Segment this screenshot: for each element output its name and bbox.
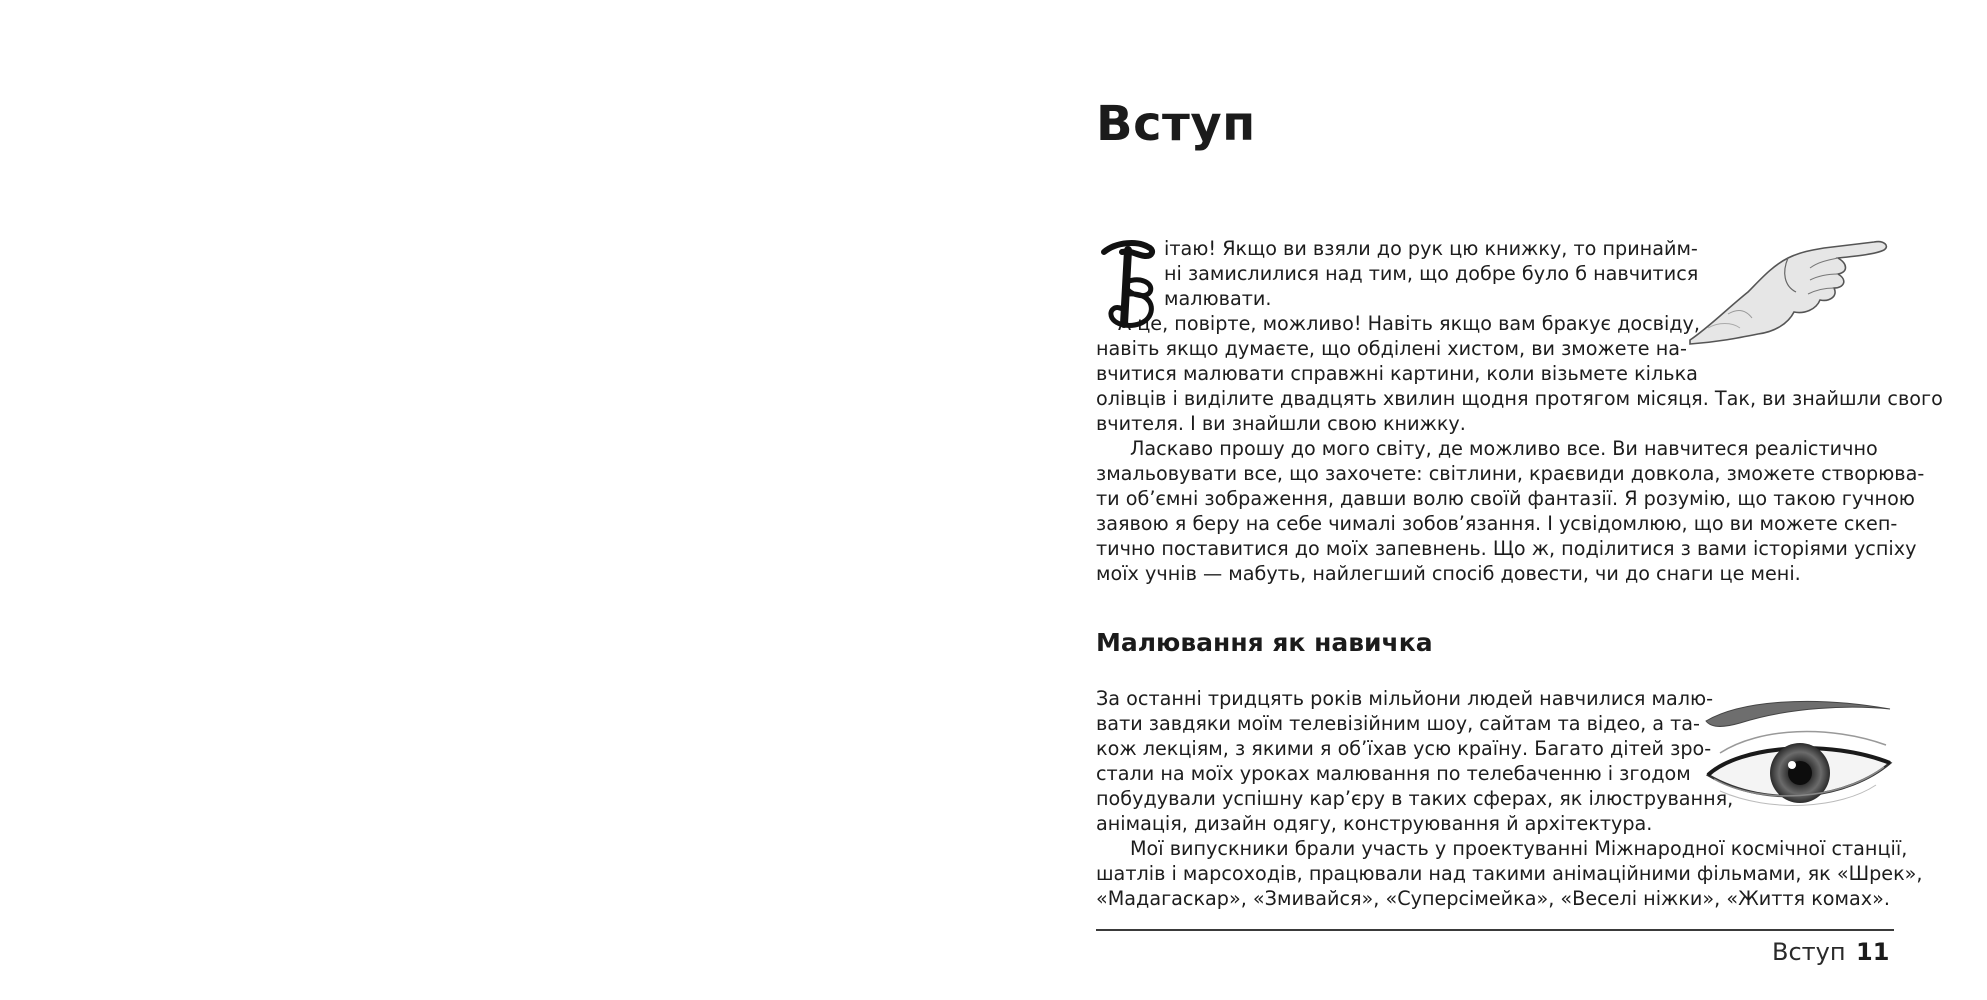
section-line: побудували успішну кар’єру в таких сферах, як ілюстрування,	[1096, 787, 1734, 810]
section-line: стали на моїх уроках малювання по телебаченню і згодом	[1096, 762, 1691, 785]
eye-illustration	[1700, 693, 1896, 821]
pointing-hand-illustration	[1688, 228, 1892, 346]
section-line: кож лекціям, з якими я об’їхав усю країну. Багато дітей зро-	[1096, 737, 1712, 760]
dropcap-letter	[1098, 238, 1158, 328]
intro-line: навіть якщо думаєте, що обділені хистом, ви зможете на-	[1096, 337, 1687, 360]
section-line: шатлів і марсоходів, працювали над такими анімаційними фільмами, як «Шрек»,	[1096, 862, 1923, 885]
intro-line: Ласкаво прошу до мого світу, де можливо все. Ви навчитеся реалістично	[1130, 437, 1878, 460]
section-line: анімація, дизайн одягу, конструювання й архітектура.	[1096, 812, 1653, 835]
intro-line: заявою я беру на себе чималі зобов’язання. І усвідомлюю, що ви можете скеп-	[1096, 512, 1898, 535]
page-number: 11	[1856, 938, 1890, 966]
intro-line: моїх учнів — мабуть, найлегший спосіб довести, чи до снаги це мені.	[1096, 562, 1801, 585]
running-footer-title: Вступ	[1772, 938, 1846, 966]
section-line: вати завдяки моїм телевізійним шоу, сайтам та відео, а та-	[1096, 712, 1700, 735]
intro-line: тично поставитися до моїх запевнень. Що ж, поділитися з вами історіями успіху	[1096, 537, 1917, 560]
section-line: За останні тридцять років мільйони людей навчилися малю-	[1096, 687, 1714, 710]
intro-line: А це, повірте, можливо! Навіть якщо вам бракує досвіду,	[1118, 312, 1700, 335]
intro-line: ні замислилися над тим, що добре було б навчитися	[1164, 262, 1699, 285]
footer-divider	[1096, 929, 1894, 931]
intro-line: вчителя. І ви знайшли свою книжку.	[1096, 412, 1466, 435]
intro-line: ти об’ємні зображення, давши волю своїй фантазії. Я розумію, що такою гучною	[1096, 487, 1915, 510]
intro-line: вчитися малювати справжні картини, коли візьмете кілька	[1096, 362, 1698, 385]
intro-line: малювати.	[1164, 287, 1272, 310]
section-line: «Мадагаскар», «Змивайся», «Суперсімейка», «Веселі ніжки», «Життя комах».	[1096, 887, 1890, 910]
section-heading: Малювання як навичка	[1096, 628, 1433, 657]
section-line: Мої випускники брали участь у проектуванні Міжнародної космічної станції,	[1130, 837, 1908, 860]
intro-line: олівців і виділите двадцять хвилин щодня протягом місяця. Так, ви знайшли свого	[1096, 387, 1943, 410]
intro-line: змальовувати все, що захочете: світлини, краєвиди довкола, зможете створюва-	[1096, 462, 1925, 485]
intro-line: ітаю! Якщо ви взяли до рук цю книжку, то принайм-	[1164, 237, 1698, 260]
page-title: Вступ	[1096, 96, 1256, 152]
